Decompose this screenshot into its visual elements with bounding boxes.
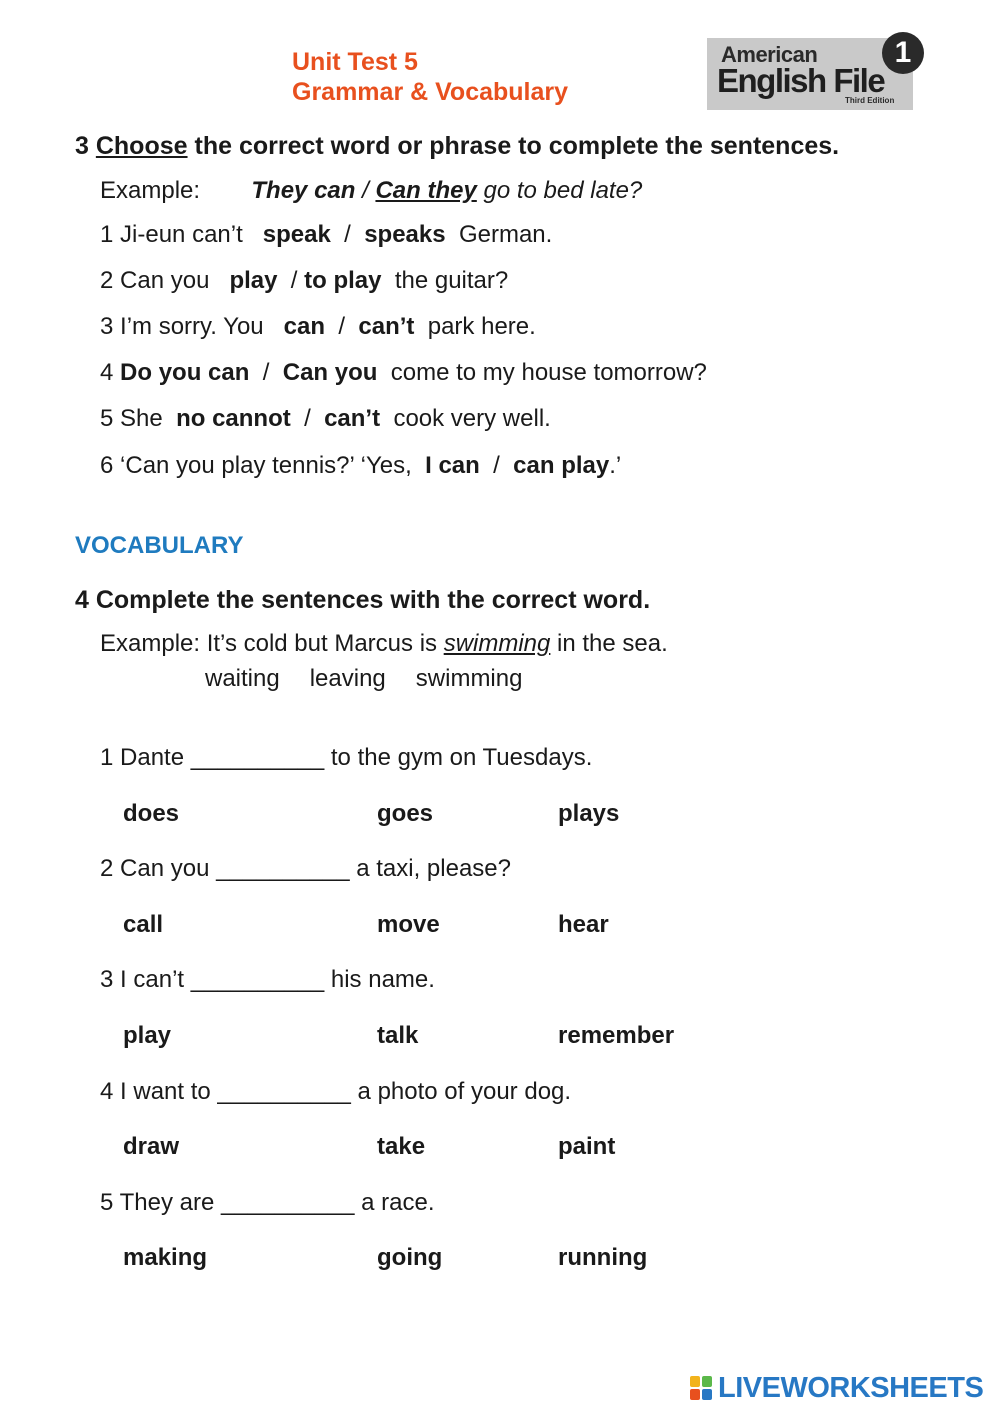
grammar-vocabulary-subtitle: Grammar & Vocabulary xyxy=(292,78,569,106)
grammar-item-6: 6 ‘Can you play tennis?’ ‘Yes, I can / can play.’ xyxy=(100,452,622,479)
example-text-after: in the sea. xyxy=(550,630,668,657)
grammar-example xyxy=(100,176,642,206)
grammar-instruction xyxy=(75,131,839,161)
item-sentence: Dante __________ to the gym on Tuesdays. xyxy=(120,744,593,771)
choice-b[interactable]: Can you xyxy=(282,359,378,386)
grammar-item-4: 4 Do you can / Can you come to my house tomorrow? xyxy=(100,359,707,386)
grammar-item-3: 3 I’m sorry. You can / can’t park here. xyxy=(100,313,536,340)
item-number: 3 xyxy=(100,313,114,340)
example-option: leaving xyxy=(309,665,386,692)
vocabulary-item-2 xyxy=(100,854,511,884)
option[interactable]: does xyxy=(123,800,180,827)
logo-text-english-file: English File xyxy=(717,62,885,99)
option[interactable]: hear xyxy=(558,911,609,938)
item-sentence: They are __________ a race. xyxy=(119,1189,435,1216)
item-number: 2 xyxy=(100,267,114,294)
vocabulary-item-4 xyxy=(100,1077,571,1107)
example-option: swimming xyxy=(415,665,523,692)
liveworksheets-wordmark: LIVEWORKSHEETS xyxy=(718,1372,984,1404)
instruction-text: the correct word or phrase to complete the sentences. xyxy=(187,132,840,160)
option[interactable]: take xyxy=(377,1133,426,1160)
choice-b[interactable]: to play xyxy=(304,267,382,294)
vocabulary-instruction-text: Complete the sentences with the correct word. xyxy=(95,586,651,614)
option[interactable]: move xyxy=(377,911,440,938)
item-text-before: Ji-eun can’t xyxy=(120,221,243,248)
choice-b[interactable]: can play xyxy=(513,452,610,479)
option[interactable]: talk xyxy=(377,1022,419,1049)
example-text-before: Example: It’s cold but Marcus is xyxy=(100,630,444,657)
grammar-item-1: 1 Ji-eun can’t speak / speaks German. xyxy=(100,221,553,248)
option[interactable]: plays xyxy=(558,800,620,827)
vocabulary-example xyxy=(100,629,668,659)
example-rest: go to bed late? xyxy=(476,177,643,204)
item-text-after: park here. xyxy=(427,313,536,340)
example-option-1: They can xyxy=(251,177,356,204)
choice-a[interactable]: I can xyxy=(425,452,480,479)
item-text-after: cook very well. xyxy=(393,405,551,432)
item-sentence: I want to __________ a photo of your dog. xyxy=(120,1078,572,1105)
logo-text-edition: Third Edition xyxy=(845,96,895,105)
item-text-after: the guitar? xyxy=(394,267,509,294)
vocabulary-instruction xyxy=(75,585,650,615)
example-option: waiting xyxy=(205,665,280,692)
item-number: 4 xyxy=(100,359,114,386)
item-text-before: ‘Can you play tennis?’ ‘Yes, xyxy=(120,452,412,479)
item-text-before: I’m sorry. You xyxy=(120,313,264,340)
choice-b[interactable]: can’t xyxy=(324,405,381,432)
item-number: 2 xyxy=(100,855,114,882)
item-sentence: Can you __________ a taxi, please? xyxy=(120,855,512,882)
choice-b[interactable]: speaks xyxy=(364,221,446,248)
item-sentence: I can’t __________ his name. xyxy=(120,966,435,993)
liveworksheets-icon xyxy=(690,1376,712,1400)
item-number: 1 xyxy=(100,744,114,771)
option[interactable]: call xyxy=(123,911,164,938)
item-text-after: German. xyxy=(458,221,553,248)
choice-a[interactable]: no cannot xyxy=(176,405,291,432)
vocabulary-item-5 xyxy=(100,1188,435,1218)
option[interactable]: play xyxy=(123,1022,172,1049)
choice-b[interactable]: can’t xyxy=(358,313,415,340)
option[interactable]: running xyxy=(558,1244,648,1271)
logo-level-badge: 1 xyxy=(882,32,924,74)
item-number: 1 xyxy=(100,221,114,248)
item-text-after: come to my house tomorrow? xyxy=(390,359,707,386)
option[interactable]: remember xyxy=(558,1022,675,1049)
item-text-before: She xyxy=(120,405,163,432)
item-text-before: Can you xyxy=(120,267,210,294)
vocabulary-item-3 xyxy=(100,965,435,995)
example-label: Example: xyxy=(100,177,201,204)
option[interactable]: going xyxy=(377,1244,443,1271)
logo-text-american: American xyxy=(721,42,818,67)
item-text-after: .’ xyxy=(609,452,622,479)
choice-a[interactable]: play xyxy=(229,267,278,294)
instruction-verb: Choose xyxy=(95,132,188,160)
choice-a[interactable]: speak xyxy=(262,221,331,248)
item-number: 4 xyxy=(100,1078,114,1105)
choice-a[interactable]: Do you can xyxy=(120,359,250,386)
item-number: 3 xyxy=(100,966,114,993)
vocabulary-section-title: VOCABULARY xyxy=(75,532,244,559)
vocabulary-number: 4 xyxy=(75,586,89,614)
option[interactable]: paint xyxy=(558,1133,616,1160)
option[interactable]: draw xyxy=(123,1133,180,1160)
item-number: 5 xyxy=(100,405,114,432)
grammar-item-2: 2 Can you play / to play the guitar? xyxy=(100,267,509,294)
option[interactable]: goes xyxy=(377,800,434,827)
grammar-number: 3 xyxy=(75,132,89,160)
example-answer: swimming xyxy=(443,630,551,657)
item-number: 5 xyxy=(100,1189,114,1216)
example-sep: / xyxy=(355,177,376,204)
grammar-item-5: 5 She no cannot / can’t cook very well. xyxy=(100,405,551,432)
vocabulary-item-1 xyxy=(100,743,592,773)
item-number: 6 xyxy=(100,452,114,479)
example-options xyxy=(205,664,522,694)
unit-test-title: Unit Test 5 xyxy=(292,48,418,76)
choice-a[interactable]: can xyxy=(283,313,326,340)
option[interactable]: making xyxy=(123,1244,208,1271)
example-option-2: Can they xyxy=(375,177,477,204)
